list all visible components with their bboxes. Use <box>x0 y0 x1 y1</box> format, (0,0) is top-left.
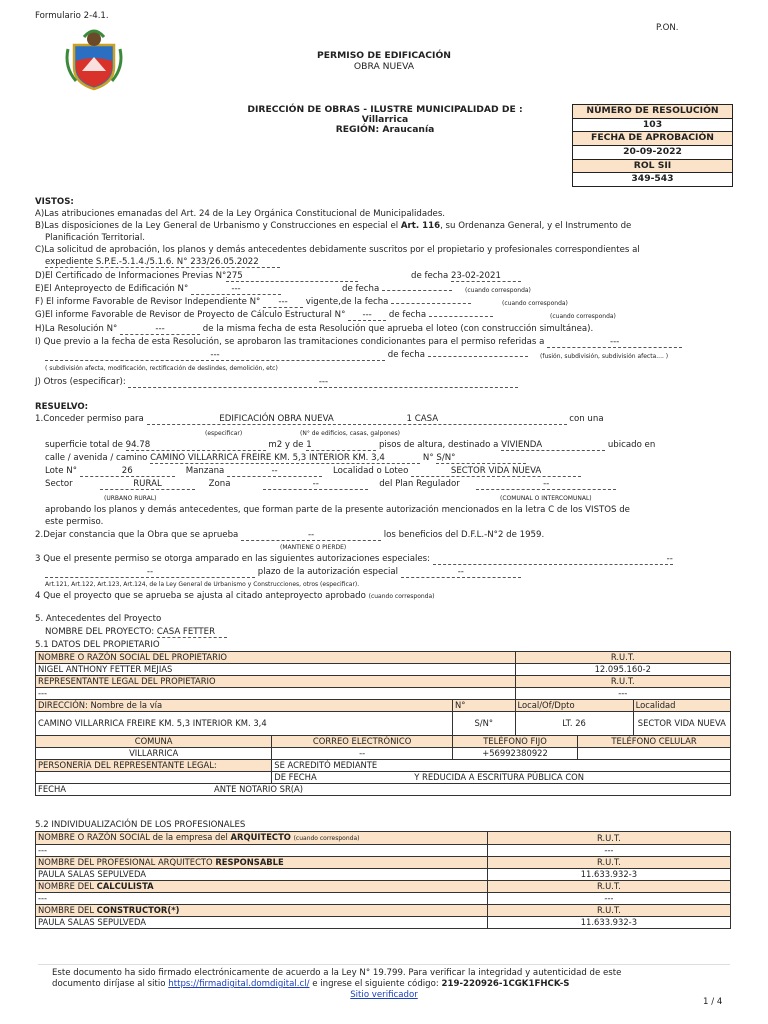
approval-date-label: FECHA DE APROBACIÓN <box>573 132 732 146</box>
visto-i-note2: ( subdivisión afecta, modificación, rectificación de deslindes, demolición, etc) <box>45 365 278 372</box>
address-unit: LT. 26 <box>515 712 633 736</box>
resuelvo-1: 1.Conceder permiso para EDIFICACIÓN OBRA NUEVA 1 CASA con una <box>35 414 604 424</box>
visto-e-fecha: de fecha <box>342 284 452 294</box>
superficie-line: superficie total de 94.78 m2 y de 1 pisos de altura, destinado a VIVIENDA ubicado en <box>45 440 656 450</box>
resolution-box <box>572 104 733 187</box>
resuelvo-3-note: Art.121, Art.122, Art.123, Art.124, de la Ley General de Urbanismo y Construcciones, otros (especificar). <box>45 581 360 588</box>
direccion-line: DIRECCIÓN DE OBRAS - ILUSTRE MUNICIPALIDAD DE : <box>247 104 523 115</box>
responsible-architect-header: NOMBRE DEL PROFESIONAL ARQUITECTO RESPONSABLE <box>36 857 488 869</box>
architect-firm-rut: --- <box>487 845 730 857</box>
page-number: 1 / 4 <box>703 997 723 1007</box>
calculista-header: NOMBRE DEL CALCULISTA <box>36 881 488 893</box>
document-subtitle: OBRA NUEVA <box>353 61 415 72</box>
legal-rep-header: REPRESENTANTE LEGAL DEL PROPIETARIO <box>36 676 516 688</box>
resuelvo-3: 3 Que el presente permiso se otorga amparado en las siguientes autorizaciones especiales: -- <box>35 554 673 564</box>
visto-b-cont: Planificación Territorial. <box>45 233 145 243</box>
aprobando-line: aprobando los planos y demás antecedentes, que forman parte de la presente autorización mencionados en la letra C de los VISTOS de <box>45 505 630 515</box>
constructor: PAULA SALAS SEPULVEDA <box>36 917 488 929</box>
acredito-mediante: SE ACREDITÓ MEDIANTE <box>272 760 731 772</box>
vistos-heading: VISTOS: <box>35 197 74 207</box>
rol-sii-label: ROL SII <box>573 160 732 174</box>
visto-g: G)El informe Favorable de Revisor de Proyecto de Cálculo Estructural N° --- de fecha <box>35 310 493 321</box>
responsible-architect: PAULA SALAS SEPULVEDA <box>36 869 488 881</box>
legal-rep-rut: --- <box>515 688 730 700</box>
responsible-architect-rut-header: R.U.T. <box>487 857 730 869</box>
address-header: DIRECCIÓN: Nombre de la vía <box>36 700 453 712</box>
region: REGIÓN: Araucanía <box>335 124 435 135</box>
visto-h: H)La Resolución N° --- de la misma fecha de esta Resolución que aprueba el loteo (con construcción simultánea). <box>35 324 594 334</box>
address-unit-header: Local/Of/Dpto <box>515 700 633 712</box>
visto-c: C)La solicitud de aprobación, los planos y demás antecedentes debidamente suscritos por el propietario y profesionales correspondientes al <box>35 245 640 255</box>
resuelvo-1-note2: (N° de edificios, casas, galpones) <box>300 430 400 437</box>
visto-d-fecha: de fecha 23-02-2021 <box>411 271 521 282</box>
visto-b: B)Las disposiciones de la Ley General de Urbanismo y Construcciones en especial el Art. 116, su Ordenanza General, y el Instrumento de <box>35 221 632 231</box>
resuelvo-2: 2.Dejar constancia que la Obra que se aprueba -- los beneficios del D.F.L.-N°2 de 1959. <box>35 530 545 540</box>
architect-firm-header: NOMBRE O RAZÓN SOCIAL de la empresa del ARQUITECTO (cuando corresponda) <box>36 832 488 845</box>
resuelvo-4: 4 Que el proyecto que se aprueba se ajusta al citado anteproyecto aprobado (cuando corresponda) <box>35 591 435 601</box>
propietario-table <box>35 651 731 796</box>
constructor-rut: 11.633.932-3 <box>487 917 730 929</box>
legal-rep: --- <box>36 688 516 700</box>
owner-rut-header: R.U.T. <box>515 652 730 664</box>
constructor-rut-header: R.U.T. <box>487 905 730 917</box>
mobile-header: TELÉFONO CELULAR <box>578 736 731 748</box>
form-code: Formulario 2-4.1. <box>35 11 109 21</box>
owner-name: NIGEL ANTHONY FETTER MEJIAS <box>36 664 516 676</box>
visto-e: E)El Anteproyecto de Edificación N° --- <box>35 284 281 295</box>
visto-c-cont: expediente S.P.E.-5.1.4./5.1.6. N° 233/26.05.2022 <box>45 257 280 268</box>
phone: +56992380922 <box>452 748 577 760</box>
owner-rut: 12.095.160-2 <box>515 664 730 676</box>
footer-line2: documento diríjase al sitio https://firmadigital.domdigital.cl/ e ingrese el siguiente código: 219-220926-1CGK1FHCK-S <box>52 979 570 989</box>
architect-firm-rut-header: R.U.T. <box>487 832 730 845</box>
lote-line: Lote N° 26 Manzana -- Localidad o Loteo SECTOR VIDA NUEVA <box>45 466 581 477</box>
resuelvo-3-cont: -- plazo de la autorización especial -- <box>45 567 521 578</box>
profesionales-table <box>35 831 731 929</box>
profesionales-heading: 5.2 INDIVIDUALIZACIÓN DE LOS PROFESIONALES <box>35 820 246 830</box>
pon-label: P.ON. <box>656 23 679 33</box>
visto-i-cont: --- de fecha <box>45 350 528 361</box>
verification-url-link[interactable]: https://firmadigital.domdigital.cl/ <box>168 979 310 989</box>
visto-g-note: (cuando corresponda) <box>550 313 616 320</box>
sector-line: Sector RURAL Zona -- del Plan Regulador -- <box>45 479 616 490</box>
address: CAMINO VILLARRICA FREIRE KM. 5,3 INTERIOR KM. 3,4 <box>36 712 453 736</box>
address-locality-header: Localidad <box>633 700 730 712</box>
resolution-number-label: NÚMERO DE RESOLUCIÓN <box>573 105 732 119</box>
personeria-fecha: DE FECHA Y REDUCIDA A ESCRITURA PÚBLICA CON <box>272 772 731 784</box>
calculista: --- <box>36 893 488 905</box>
resolution-number: 103 <box>573 119 732 133</box>
email-header: CORREO ELECTRÓNICO <box>272 736 453 748</box>
visto-i-note: (fusión, subdivisión, subdivisión afecta.... ) <box>540 353 669 360</box>
visto-d: D)El Certificado de Informaciones Previas N°275 <box>35 271 358 282</box>
footer-divider <box>38 964 730 965</box>
comuna: VILLARRICA <box>36 748 272 760</box>
nombre-proyecto: NOMBRE DEL PROYECTO: CASA FETTER <box>45 627 227 638</box>
address-locality: SECTOR VIDA NUEVA <box>633 712 730 736</box>
resuelvo-2-note: (MANTIENE O PIERDE) <box>280 544 347 551</box>
visto-f-note: (cuando corresponda) <box>502 300 568 307</box>
comuna-header: COMUNA <box>36 736 272 748</box>
visto-e-note: (cuando corresponda) <box>465 287 531 294</box>
visto-a: A)Las atribuciones emanadas del Art. 24 de la Ley Orgánica Constitucional de Municipalidades. <box>35 209 446 219</box>
resuelvo-1-note1: (especificar) <box>205 430 243 437</box>
mobile <box>578 748 731 760</box>
aprobando-cont: este permiso. <box>45 517 104 527</box>
visto-i: I) Que previo a la fecha de esta Resolución, se aprobaron las tramitaciones condicionantes para el permiso referidas a --- <box>35 337 682 348</box>
personeria-notario: FECHA ANTE NOTARIO SR(A) <box>36 784 731 796</box>
document-title: PERMISO DE EDIFICACIÓN <box>317 50 451 61</box>
email: -- <box>272 748 453 760</box>
visto-f: F) El informe Favorable de Revisor Independiente N° --- vigente,de la fecha <box>35 297 471 308</box>
sitio-verificador-link[interactable]: Sitio verificador <box>350 990 418 1000</box>
address-number-header: N° <box>452 700 515 712</box>
sector-note: (URBANO RURAL) <box>104 495 157 502</box>
municipio: Villarrica <box>361 114 409 125</box>
approval-date: 20-09-2022 <box>573 146 732 160</box>
calculista-rut: --- <box>487 893 730 905</box>
architect-firm: --- <box>36 845 488 857</box>
address-number: S/N° <box>452 712 515 736</box>
phone-header: TELÉFONO FIJO <box>452 736 577 748</box>
datos-propietario-heading: 5.1 DATOS DEL PROPIETARIO <box>35 640 160 650</box>
visto-j: J) Otros (especificar): --- <box>35 377 518 388</box>
antecedentes-heading: 5. Antecedentes del Proyecto <box>35 614 162 624</box>
legal-rep-rut-header: R.U.T. <box>515 676 730 688</box>
comunal-note: (COMUNAL O INTERCOMUNAL) <box>500 495 592 502</box>
calle-line: calle / avenida / camino CAMINO VILLARRICA FREIRE KM. 5,3 INTERIOR KM. 3,4 N° S/N° <box>45 453 526 464</box>
constructor-header: NOMBRE DEL CONSTRUCTOR(*) <box>36 905 488 917</box>
rol-sii: 349-543 <box>631 173 674 185</box>
responsible-architect-rut: 11.633.932-3 <box>487 869 730 881</box>
footer-line1: Este documento ha sido firmado electrónicamente de acuerdo a la Ley N° 19.799. Para verificar la integridad y autenticidad de este <box>52 968 622 978</box>
owner-name-header: NOMBRE O RAZÓN SOCIAL DEL PROPIETARIO <box>36 652 516 664</box>
personeria-header: PERSONERÍA DEL REPRESENTANTE LEGAL: <box>36 760 272 772</box>
calculista-rut-header: R.U.T. <box>487 881 730 893</box>
resuelvo-heading: RESUELVO: <box>35 402 89 412</box>
